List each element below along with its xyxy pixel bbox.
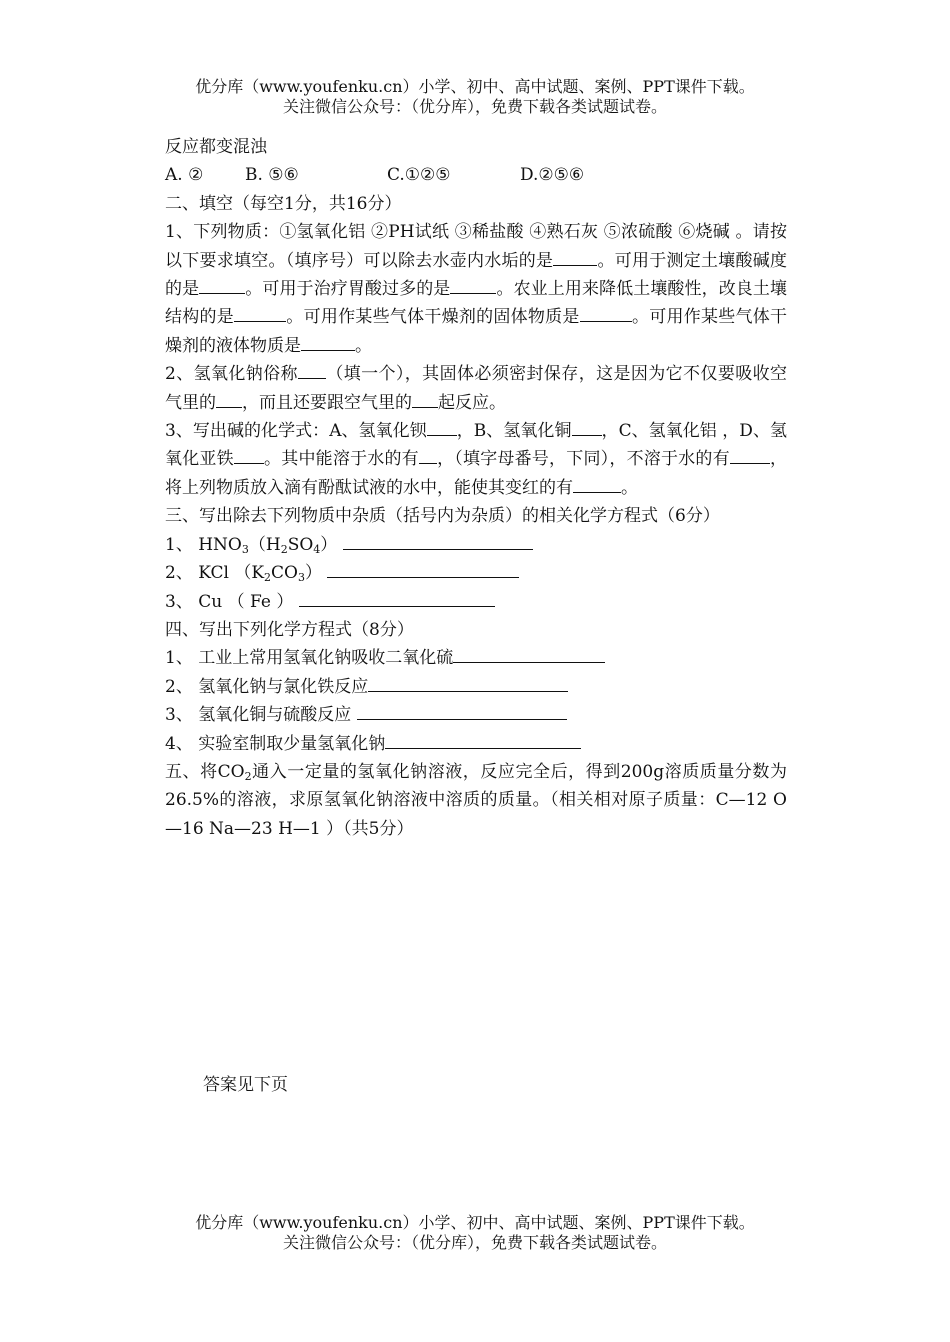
exam-content xyxy=(165,133,787,843)
blank xyxy=(580,303,632,322)
answer-line xyxy=(357,701,567,720)
blank xyxy=(199,275,245,294)
option-d: D.②⑤⑥ xyxy=(520,165,585,186)
footer-line-1: 优分库（www.youfenku.cn）小学、初中、高中试题、案例、PPT课件下载。 xyxy=(195,1213,755,1232)
answer-line xyxy=(385,730,581,749)
section-5-question: 五、将$CO_2$通入一定量的氢氧化钠溶液，反应完全后，得到200g溶质质量分数为26.5%的溶液，求原氢氧化钠溶液中溶质的质量。（相关相对原子质量：C—12 O—16 Na—23 H—1 ）（共5分） xyxy=(165,761,787,839)
answer-note: 答案见下页 xyxy=(203,1075,288,1095)
answer-line xyxy=(368,673,568,692)
answer-line xyxy=(299,588,495,607)
blank xyxy=(234,303,286,322)
section-3-item-1: 1、 $HNO_3(H_2SO_4)$ xyxy=(165,531,787,559)
page-footer xyxy=(0,1213,950,1253)
section-2-title: 二、填空（每空1分，共16分） xyxy=(165,193,402,214)
answer-line xyxy=(327,559,519,578)
footer-line-2: 关注微信公众号：（优分库），免费下载各类试题试卷。 xyxy=(282,1233,667,1252)
section-4-title: 四、写出下列化学方程式（8分） xyxy=(165,619,414,640)
option-b: B. ⑤⑥ xyxy=(245,165,299,186)
blank xyxy=(730,445,770,464)
blank xyxy=(450,275,496,294)
section-2-q3: 3、写出碱的化学式：A、氢氧化钡 ，B、氢氧化铜 ，C、氢氧化铝 ，D、氢氧化亚铁 。其中能溶于水的有 ，（填字母番号，下同），不溶于水的有 ，将上列物质放入滴有酚酞试液的水中，能使其变红的有 。 xyxy=(165,417,787,502)
option-a: A. ② xyxy=(165,165,204,186)
option-c: C.①②⑤ xyxy=(387,165,451,186)
section-4-item-4: 4、 实验室制取少量氢氧化钠 xyxy=(165,730,787,758)
page-header xyxy=(0,77,950,117)
section-4-item-1: 1、 工业上常用氢氧化钠吸收二氧化硫 xyxy=(165,644,787,672)
answer-line xyxy=(453,644,605,663)
section-4-item-2: 2、 氢氧化钠与氯化铁反应 xyxy=(165,673,787,701)
header-line-2: 关注微信公众号：（优分库），免费下载各类试题试卷。 xyxy=(282,97,667,116)
blank xyxy=(234,445,264,464)
prev-options xyxy=(165,161,787,189)
section-3-item-3: 3、 Cu （ Fe ） xyxy=(165,588,787,616)
blank xyxy=(573,474,621,493)
blank xyxy=(553,247,597,266)
blank xyxy=(216,389,242,408)
answer-line xyxy=(343,531,533,550)
blank xyxy=(572,417,602,436)
section-3-item-2: 2、 KCl $(K_2CO_3)$ xyxy=(165,559,787,587)
section-2-q2: 2、氢氧化钠俗称 （填一个），其固体必须密封保存，这是因为它不仅要吸收空气里的 ，而且还要跟空气里的 起反应。 xyxy=(165,360,787,417)
header-line-1: 优分库（www.youfenku.cn）小学、初中、高中试题、案例、PPT课件下载。 xyxy=(195,77,755,96)
blank xyxy=(301,332,355,351)
blank xyxy=(298,360,326,379)
section-2-q1: 1、下列物质：①氢氧化铝 ②PH试纸 ③稀盐酸 ④熟石灰 ⑤浓硫酸 ⑥烧碱 。请按以下要求填空。（填序号）可以除去水壶内水垢的是 。可用于测定土壤酸碱度的是 。可用于治疗胃酸过多的是 。农业上用来降低土壤酸性，改良土壤结构的是 。可用作某些气体干燥剂的固体物质是 。可用作某些气体干燥剂的液体物质是 。 xyxy=(165,222,788,356)
blank xyxy=(427,417,457,436)
prev-question-tail: 反应都变混浊 xyxy=(165,137,267,157)
section-4-item-3: 3、 氢氧化铜与硫酸反应 xyxy=(165,701,787,729)
blank xyxy=(419,445,437,464)
blank xyxy=(412,389,438,408)
section-3-title: 三、写出除去下列物质中杂质（括号内为杂质）的相关化学方程式（6分） xyxy=(165,506,720,527)
